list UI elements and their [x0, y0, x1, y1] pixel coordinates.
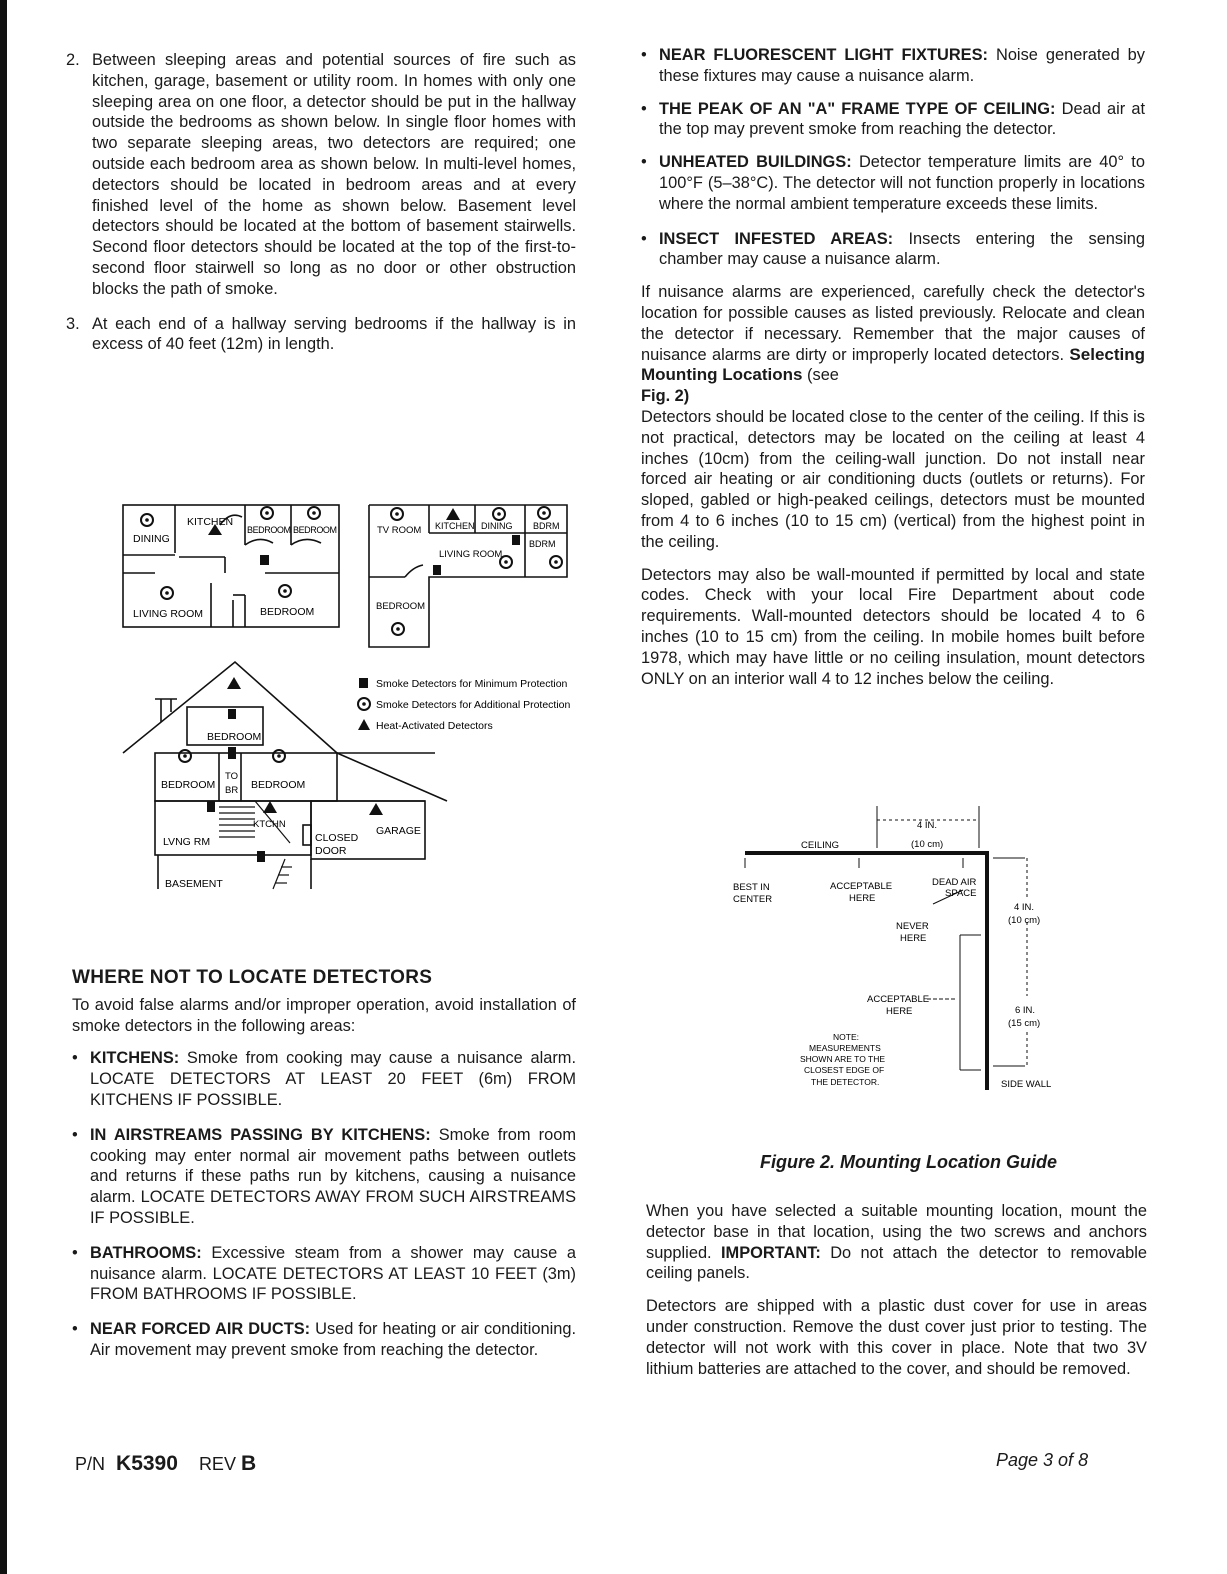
pn-prefix: P/N [75, 1454, 106, 1474]
page-number: Page 3 of 8 [996, 1450, 1089, 1470]
label-acceptable: ACCEPTABLE [867, 994, 930, 1005]
mounting-guide-figure [725, 800, 1070, 1100]
smoke-detector-square [260, 555, 269, 565]
bullet-dot: • [641, 229, 647, 248]
list-item [66, 50, 576, 300]
label-to: TO [225, 771, 239, 782]
item-title: IN AIRSTREAMS PASSING BY KITCHENS: [90, 1125, 431, 1144]
list-item [72, 1125, 576, 1229]
list-number: 3. [66, 314, 80, 333]
item-title: UNHEATED BUILDINGS: [659, 153, 852, 172]
mounting-paragraph: Detectors should be located close to the center of the ceiling. If this is not practical, detectors may be located on the ceiling at least 4 inches (10cm) from the ceiling-wall junction. Do not install near forced air heating or air conditioning ducts (outlets or returns). For sloped, gabled or high-peaked ceilings, detectors must be mounted from 4 to 6 inches (10 to 15 cm) (vertical) from the highest point in the ceiling. [641, 407, 1145, 551]
part-number [75, 1452, 256, 1476]
dust-cover-paragraph: Detectors are shipped with a plastic dust cover for use in areas under construction. Remove the dust cover just prior to testing. The detector will not work with this cover in place. Note that two 3V lithium batteries are attached to the cover, and should be removed. [646, 1297, 1147, 1378]
heat-detector-triangle [227, 677, 241, 689]
pn-value: K5390 [116, 1452, 178, 1475]
nuisance-paragraph [641, 282, 1145, 386]
bullet-dot: • [72, 1243, 78, 1262]
label-side-wall: SIDE WALL [1001, 1079, 1052, 1090]
label-here: HERE [900, 933, 927, 944]
fig-reference: Fig. 2) [641, 387, 690, 406]
label-bedroom: BEDROOM [293, 525, 337, 535]
section-heading: WHERE NOT TO LOCATE DETECTORS [72, 967, 433, 988]
item-title: INSECT INFESTED AREAS: [659, 229, 894, 248]
label-kitchen: KITCHEN [187, 516, 234, 528]
label-door: DOOR [315, 845, 347, 857]
list-item [72, 1319, 576, 1361]
list-item [72, 1243, 576, 1305]
label-10-cm: (10 cm) [911, 839, 944, 850]
item-title: NEAR FLUORESCENT LIGHT FIXTURES: [659, 46, 988, 64]
smoke-detector-square [228, 747, 236, 759]
label-center: CENTER [733, 894, 773, 905]
wall-paragraph: Detectors may also be wall-mounted if permitted by local and state codes. Check with your local Fire Department about code requirements. Wall-mounted detectors should be located 4 to 6 inches (10 to 15 cm) from the ceiling. In mobile homes built before 1978, which may have little or no ceiling insulation, mount detectors ONLY on an interior wall 4 to 12 inches below the ceiling. [641, 565, 1145, 688]
item-title: NEAR FORCED AIR DUCTS: [90, 1320, 311, 1339]
label-dining: DINING [133, 533, 170, 545]
smoke-detector-square [228, 709, 236, 719]
item-text: Insects entering the sensing chamber may cause a nuisance alarm. [659, 229, 1145, 269]
item-text: Smoke from cooking may cause a nuisance alarm. LOCATE DETECTORS AT LEAST 20 FEET (6m) FROM KITCHENS IF POSSIBLE. [90, 1049, 576, 1109]
list-item [641, 45, 1145, 87]
list-item [641, 152, 1145, 214]
item-text: Dead air at the top may prevent smoke from reaching the detector. [659, 99, 1145, 139]
label-kitchen: KITCHEN [435, 521, 475, 531]
where-not-section [72, 968, 576, 1373]
bullet-dot: • [72, 1125, 78, 1144]
label-best-in: BEST IN [733, 882, 770, 893]
label-6-in: 6 IN. [1015, 1005, 1036, 1016]
item-text: Used for heating or air conditioning. Air movement may prevent smoke from reaching the detector. [90, 1320, 576, 1359]
scan-edge-bar [0, 0, 7, 1574]
label-basement: BASEMENT [165, 878, 223, 890]
house-section [123, 662, 447, 889]
placement-diagrams [115, 495, 605, 895]
label-tv-room: TV ROOM [377, 525, 422, 536]
figure-caption: Figure 2. Mounting Location Guide [760, 1152, 1057, 1172]
label-space: SPACE [945, 888, 977, 899]
bullet-dot: • [641, 153, 647, 172]
legend-label: Smoke Detectors for Minimum Protection [376, 678, 568, 690]
label-living-room: LIVING ROOM [133, 608, 204, 620]
smoke-detector-square [433, 565, 441, 575]
label-bedroom: BEDROOM [376, 601, 426, 612]
mount-text: When you have selected a suitable mounting location, mount the detector base in that location, using the two screws and anchors supplied. [646, 1202, 1147, 1262]
legend-label: Heat-Activated Detectors [376, 720, 493, 732]
heat-detector-triangle [446, 508, 460, 520]
label-here: HERE [849, 893, 876, 904]
list-item [72, 1048, 576, 1110]
legend [358, 678, 571, 732]
heat-detector-triangle [263, 801, 277, 813]
label-bedroom: BEDROOM [207, 731, 262, 743]
note-line: MEASUREMENTS [809, 1043, 881, 1053]
important-text: Do not attach the detector to removable ceiling panels. [646, 1243, 1147, 1283]
mount-paragraph [646, 1201, 1147, 1284]
label-4-in: 4 IN. [1014, 902, 1035, 913]
rev-prefix: REV [198, 1454, 236, 1474]
list-item [641, 99, 1145, 141]
stairs [219, 801, 292, 889]
label-living-room: LVNG RM [163, 836, 211, 848]
item-text: Detector temperature limits are 40° to 100°F (5–38°C). The detector will not function properly in locations where the normal ambient temperature exceeds these limits. [659, 153, 1145, 213]
label-garage: GARAGE [376, 825, 421, 837]
mounting-heading-suffix: (see [802, 366, 839, 385]
list-text: Between sleeping areas and potential sources of fire such as kitchen, garage, basement or utility room. In homes with only one sleeping area on one floor, a detector should be put in the hallway outside the bedrooms as shown below. In single floor homes with two separate sleeping areas, two detectors are required; one outside each bedroom area as shown below. In multi-level homes, detectors should be located in bedroom areas and at every finished level of the home as shown below. Basement level detectors should be located at the bottom of basement stairwells. Second floor detectors should be located at the top of the first-to-second floor stairwell so long as no door or other obstruction blocks the path of smoke. [92, 51, 576, 298]
label-living-room: LIVING ROOM [439, 549, 503, 560]
bullet-dot: • [641, 99, 647, 118]
list-text: At each end of a hallway serving bedrooms if the hallway is in excess of 40 feet (12m) in length. [92, 314, 576, 354]
heat-detector-triangle [369, 803, 383, 815]
list-number: 2. [66, 51, 80, 69]
note-line: NOTE: [833, 1032, 859, 1042]
label-bdrm: BDRM [529, 539, 556, 549]
rev-value: B [240, 1452, 257, 1475]
smoke-detector-square [512, 535, 520, 545]
bullet-dot: • [641, 46, 647, 64]
label-acceptable: ACCEPTABLE [830, 881, 893, 892]
label-4-in: 4 IN. [917, 820, 938, 831]
label-bedroom: BEDROOM [251, 779, 306, 791]
label-ceiling: CEILING [801, 840, 840, 851]
item-text: Noise generated by these fixtures may cause a nuisance alarm. [659, 46, 1145, 85]
item-title: THE PEAK OF AN "A" FRAME TYPE OF CEILING: [659, 99, 1056, 118]
label-bdrm: BDRM [533, 521, 560, 531]
bullet-dot: • [72, 1049, 78, 1068]
important-label: IMPORTANT: [721, 1243, 821, 1262]
item-title: KITCHENS: [90, 1049, 180, 1068]
bottom-right-text [646, 1201, 1147, 1391]
label-bedroom: BEDROOM [247, 525, 291, 535]
nuisance-text: If nuisance alarms are experienced, carefully check the detector's location for possible causes as listed previously. Relocate and clean the detector if necessary. Remember that the major causes of nuisance alarms are dirty or improperly located detectors. [641, 283, 1145, 364]
label-bedroom: BEDROOM [260, 606, 315, 618]
item-text: Smoke from room cooking may enter normal air movement paths between outlets and returns if these paths run by kitchens, causing a nuisance alarm. LOCATE DETECTORS AWAY FROM SUCH AIRSTREAMS IF POSSIBLE. [90, 1125, 576, 1227]
left-column [66, 50, 576, 369]
label-bedroom: BEDROOM [161, 779, 216, 791]
list-item [66, 314, 576, 356]
item-title: BATHROOMS: [90, 1243, 202, 1262]
label-10-cm: (10 cm) [1008, 915, 1041, 926]
label-dead-air: DEAD AIR [932, 877, 977, 888]
smoke-detector-square [207, 801, 215, 812]
label-kitchen: KTCHN [253, 819, 286, 830]
note-line: THE DETECTOR. [811, 1077, 880, 1087]
bullet-dot: • [72, 1320, 78, 1339]
right-column [641, 45, 1145, 701]
legend-triangle-icon [358, 719, 370, 730]
label-here: HERE [886, 1006, 913, 1017]
label-closed: CLOSED [315, 832, 359, 844]
label-br: BR [225, 785, 239, 796]
legend-square-icon [359, 678, 368, 688]
note-line: SHOWN ARE TO THE [800, 1054, 886, 1064]
label-15-cm: (15 cm) [1008, 1018, 1041, 1029]
note-line: CLOSEST EDGE OF [804, 1065, 885, 1075]
section-intro: To avoid false alarms and/or improper operation, avoid installation of smoke detectors in the following areas: [72, 995, 576, 1035]
legend-label: Smoke Detectors for Additional Protection [376, 699, 571, 711]
item-text: Excessive steam from a shower may cause a nuisance alarm. LOCATE DETECTORS AT LEAST 10 FEET (3m) FROM BATHROOMS IF POSSIBLE. [90, 1243, 576, 1304]
smoke-detector-square [257, 851, 265, 862]
label-never: NEVER [896, 921, 929, 932]
label-dining: DINING [481, 521, 513, 531]
list-item [641, 229, 1145, 271]
mounting-heading: Selecting Mounting Locations [641, 344, 1146, 385]
